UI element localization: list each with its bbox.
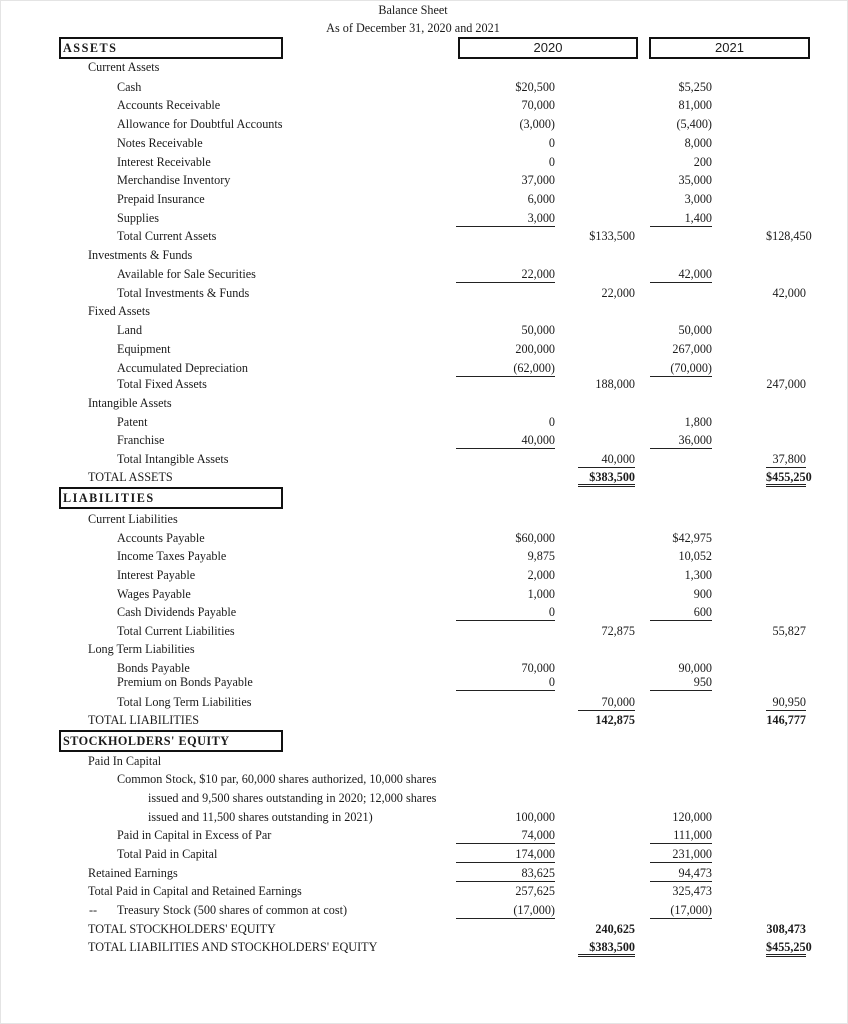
value-2021: 1,300 bbox=[684, 568, 712, 582]
value-2021: 120,000 bbox=[672, 810, 712, 824]
value-2020: 40,000 bbox=[456, 433, 555, 449]
value-2021: (70,000) bbox=[650, 361, 712, 377]
value-2020: 0 bbox=[548, 155, 555, 169]
value-2020: 0 bbox=[456, 605, 555, 621]
total-2020: 72,875 bbox=[601, 624, 635, 638]
value-2020: 0 bbox=[548, 415, 555, 429]
total-2021: 37,800 bbox=[766, 452, 806, 468]
total-2020: 240,625 bbox=[595, 922, 635, 936]
value-2020: $60,000 bbox=[515, 531, 555, 545]
row-label: Supplies bbox=[117, 211, 159, 225]
value-2021: 50,000 bbox=[678, 323, 712, 337]
value-2021: 3,000 bbox=[684, 192, 712, 206]
value-2021: 231,000 bbox=[650, 847, 712, 863]
total-2021: 90,950 bbox=[766, 695, 806, 711]
value-2020: 0 bbox=[548, 136, 555, 150]
year-2020-header: 2020 bbox=[458, 37, 638, 59]
sheet-title: Balance Sheet bbox=[378, 3, 448, 17]
row-label: Premium on Bonds Payable bbox=[117, 675, 253, 689]
total-2021: 42,000 bbox=[772, 286, 806, 300]
row-label: Total Fixed Assets bbox=[117, 377, 207, 391]
row-label: Retained Earnings bbox=[88, 866, 178, 880]
equity-section-header: STOCKHOLDERS' EQUITY bbox=[59, 730, 283, 752]
row-label: Wages Payable bbox=[117, 587, 191, 601]
total-2021: $128,450 bbox=[766, 229, 812, 243]
value-2021: 600 bbox=[650, 605, 712, 621]
row-label: Allowance for Doubtful Accounts bbox=[117, 117, 283, 131]
value-2021: 1,800 bbox=[684, 415, 712, 429]
row-label: Bonds Payable bbox=[117, 661, 190, 675]
row-label: Available for Sale Securities bbox=[117, 267, 256, 281]
value-2020: (3,000) bbox=[519, 117, 555, 131]
row-label: TOTAL STOCKHOLDERS' EQUITY bbox=[88, 922, 276, 936]
row-label: Income Taxes Payable bbox=[117, 549, 227, 563]
value-2021: 42,000 bbox=[650, 267, 712, 283]
value-2020: 2,000 bbox=[527, 568, 555, 582]
row-label: Total Current Liabilities bbox=[117, 624, 235, 638]
row-label: Paid In Capital bbox=[88, 754, 162, 768]
value-2020: 74,000 bbox=[456, 828, 555, 844]
row-label: Interest Receivable bbox=[117, 155, 211, 169]
value-2020: 100,000 bbox=[515, 810, 555, 824]
value-2021: $42,975 bbox=[672, 531, 712, 545]
row-label: Prepaid Insurance bbox=[117, 192, 205, 206]
row-label: Investments & Funds bbox=[88, 248, 193, 262]
row-label: TOTAL LIABILITIES AND STOCKHOLDERS' EQUITY bbox=[88, 940, 378, 954]
row-label: Total Long Term Liabilities bbox=[117, 695, 252, 709]
liabilities-section-header: LIABILITIES bbox=[59, 487, 283, 509]
row-label: Cash bbox=[117, 80, 142, 94]
row-label: Merchandise Inventory bbox=[117, 173, 231, 187]
row-label: Interest Payable bbox=[117, 568, 196, 582]
value-2021: (17,000) bbox=[650, 903, 712, 919]
value-2021: (5,400) bbox=[676, 117, 712, 131]
row-label: Cash Dividends Payable bbox=[117, 605, 237, 619]
row-label: Accumulated Depreciation bbox=[117, 361, 248, 375]
row-label: issued and 9,500 shares outstanding in 2020; 12,000 shares bbox=[148, 791, 437, 805]
total-2021: 146,777 bbox=[766, 713, 806, 727]
value-2021: 35,000 bbox=[678, 173, 712, 187]
value-2021: 90,000 bbox=[678, 661, 712, 675]
total-2020: 188,000 bbox=[595, 377, 635, 391]
value-2021: 325,473 bbox=[672, 884, 712, 898]
value-2020: 37,000 bbox=[521, 173, 555, 187]
value-2020: 22,000 bbox=[456, 267, 555, 283]
value-2020: 0 bbox=[456, 675, 555, 691]
total-2021: 55,827 bbox=[772, 624, 806, 638]
value-2021: 950 bbox=[650, 675, 712, 691]
value-2020: 70,000 bbox=[521, 98, 555, 112]
value-2021: 900 bbox=[693, 587, 712, 601]
row-label: Total Paid in Capital and Retained Earnings bbox=[88, 884, 302, 898]
row-label: Patent bbox=[117, 415, 148, 429]
value-2020: 257,625 bbox=[515, 884, 555, 898]
sheet-subtitle: As of December 31, 2020 and 2021 bbox=[326, 21, 500, 35]
value-2021: 81,000 bbox=[678, 98, 712, 112]
value-2020: 1,000 bbox=[527, 587, 555, 601]
total-2020: $383,500 bbox=[578, 470, 635, 487]
row-label: TOTAL ASSETS bbox=[88, 470, 173, 484]
total-2021: $455,250 bbox=[766, 470, 806, 487]
value-2020: 6,000 bbox=[527, 192, 555, 206]
total-2021: 247,000 bbox=[766, 377, 806, 391]
total-2020: 70,000 bbox=[578, 695, 635, 711]
assets-section-header: ASSETS bbox=[59, 37, 283, 59]
row-label: Current Liabilities bbox=[88, 512, 178, 526]
value-2021: 111,000 bbox=[650, 828, 712, 844]
row-label: TOTAL LIABILITIES bbox=[88, 713, 200, 727]
value-2020: 174,000 bbox=[456, 847, 555, 863]
total-2021: 308,473 bbox=[766, 922, 806, 936]
row-label: Long Term Liabilities bbox=[88, 642, 195, 656]
value-2021: $5,250 bbox=[678, 80, 712, 94]
value-2020: 200,000 bbox=[515, 342, 555, 356]
row-label: Total Investments & Funds bbox=[117, 286, 250, 300]
value-2020: 83,625 bbox=[456, 866, 555, 882]
value-2021: 36,000 bbox=[650, 433, 712, 449]
total-2020: $383,500 bbox=[578, 940, 635, 957]
value-2020: (62,000) bbox=[456, 361, 555, 377]
value-2020: 70,000 bbox=[521, 661, 555, 675]
row-label: Common Stock, $10 par, 60,000 shares authorized, 10,000 shares bbox=[117, 772, 437, 786]
year-2021-header: 2021 bbox=[649, 37, 810, 59]
row-label: Equipment bbox=[117, 342, 171, 356]
row-label: Total Current Assets bbox=[117, 229, 217, 243]
total-2020: $133,500 bbox=[589, 229, 635, 243]
value-2021: 94,473 bbox=[650, 866, 712, 882]
total-2020: 40,000 bbox=[578, 452, 635, 468]
value-2020: 50,000 bbox=[521, 323, 555, 337]
row-label: Fixed Assets bbox=[88, 304, 150, 318]
value-2021: 8,000 bbox=[684, 136, 712, 150]
row-label: Land bbox=[117, 323, 143, 337]
value-2020: 9,875 bbox=[527, 549, 555, 563]
value-2021: 267,000 bbox=[672, 342, 712, 356]
total-2020: 22,000 bbox=[601, 286, 635, 300]
total-2020: 142,875 bbox=[595, 713, 635, 727]
row-label: Paid in Capital in Excess of Par bbox=[117, 828, 272, 842]
value-2021: 200 bbox=[693, 155, 712, 169]
row-label: Accounts Receivable bbox=[117, 98, 221, 112]
row-label: Treasury Stock (500 shares of common at cost) bbox=[117, 903, 348, 917]
value-2021: 10,052 bbox=[678, 549, 712, 563]
row-label: Intangible Assets bbox=[88, 396, 172, 410]
row-label: Notes Receivable bbox=[117, 136, 203, 150]
value-2020: 3,000 bbox=[456, 211, 555, 227]
row-label: issued and 11,500 shares outstanding in 2021) bbox=[148, 810, 373, 824]
value-2021: 1,400 bbox=[650, 211, 712, 227]
row-label: Total Paid in Capital bbox=[117, 847, 218, 861]
row-label: Franchise bbox=[117, 433, 165, 447]
row-dash-marker: -- bbox=[89, 903, 98, 917]
total-2021: $455,250 bbox=[766, 940, 806, 957]
row-label: Current Assets bbox=[88, 60, 160, 74]
row-label: Total Intangible Assets bbox=[117, 452, 229, 466]
row-label: Accounts Payable bbox=[117, 531, 205, 545]
value-2020: (17,000) bbox=[456, 903, 555, 919]
value-2020: $20,500 bbox=[515, 80, 555, 94]
